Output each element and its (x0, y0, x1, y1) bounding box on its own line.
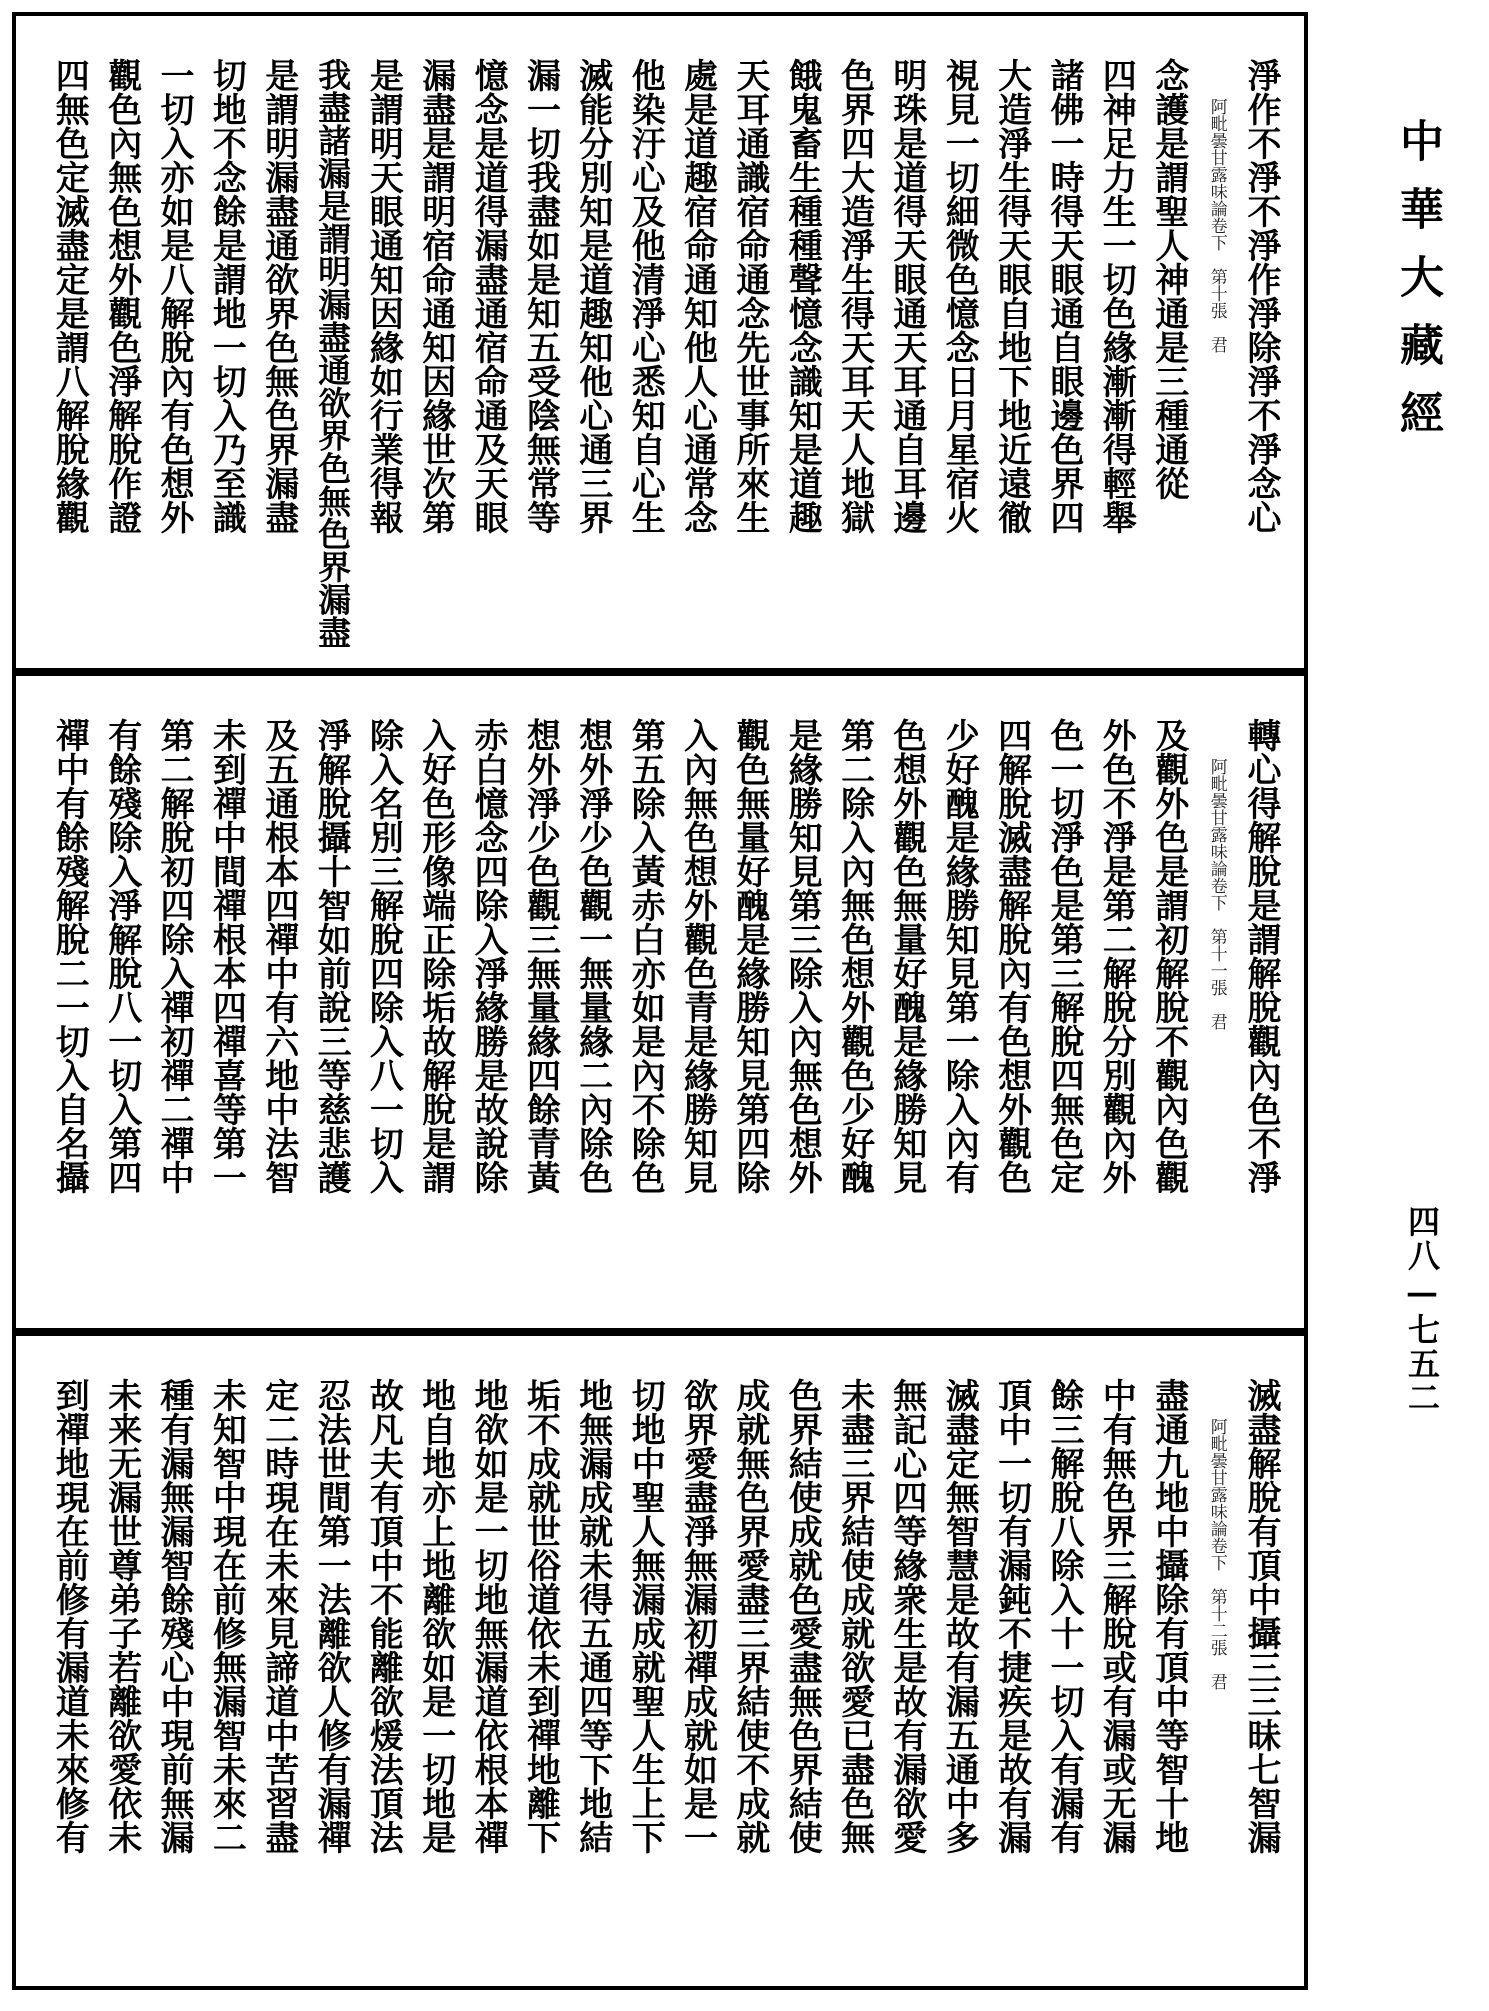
text-column: 切地中聖人無漏成就聖人生上下 (625, 1378, 666, 1854)
text-column: 種有漏無漏智餘殘心中現前無漏 (154, 1378, 194, 1854)
text-panel-2 (16, 676, 1304, 1328)
text-column: 頂中一切有漏鈍不捷疾是故有漏 (991, 1378, 1032, 1854)
text-column: 地欲如是一切地無漏道依根本禪 (468, 1378, 509, 1854)
text-column: 淨解脫攝十智如前說三等慈悲護 (311, 718, 352, 1194)
text-column: 外色不淨是第二解脫分別觀內外 (1096, 718, 1137, 1194)
text-column: 垢不成就世俗道依未到禪地離下 (520, 1378, 561, 1854)
text-column: 明珠是道得天眼通天耳通自耳邊 (886, 58, 927, 534)
text-column: 赤白憶念四除入淨緣勝是故說除 (468, 718, 509, 1194)
collection-title: 中華大藏經 (1392, 118, 1443, 458)
text-column: 是緣勝知見第三除入內無色想外 (782, 718, 823, 1194)
text-column: 漏盡是謂明宿命通知因緣世次第 (415, 58, 456, 534)
text-column: 地無漏成就未得五通四等下地結 (572, 1378, 613, 1854)
text-column: 入好色形像端正除垢故解脫是謂 (415, 718, 456, 1194)
margin-note: 阿毗曇甘露味論卷下 第十張 君 (1206, 98, 1227, 353)
text-column: 忍法世間第一法離欲人修有漏禪 (311, 1378, 352, 1854)
text-column: 觀色內無色想外觀色淨解脫作證 (101, 58, 142, 534)
text-column: 中有無色界三解脫或有漏或无漏 (1096, 1378, 1137, 1854)
text-column: 滅能分別知是道趣知他心通三界 (572, 58, 613, 534)
text-column: 第二除入內無色想外觀色少好醜 (834, 718, 875, 1194)
text-column: 欲界愛盡淨無漏初禪成就如是一 (677, 1378, 718, 1854)
text-panel-1 (16, 16, 1304, 668)
text-column: 漏一切我盡如是知五受陰無常等 (520, 58, 561, 534)
text-column: 及觀外色是謂初解脫不觀內色觀 (1148, 718, 1189, 1194)
text-column: 四無色定滅盡定是謂八解脫緣觀 (49, 58, 90, 534)
text-column: 我盡諸漏是謂明漏盡通欲界色無色界漏盡 (313, 58, 353, 649)
page-number: 四八—七五二 (1403, 1205, 1441, 1415)
text-column: 是謂明漏盡通欲界色無色界漏盡 (258, 58, 299, 534)
text-column: 入內無色想外觀色青是緣勝知見 (677, 718, 718, 1194)
text-column: 他染汙心及他清淨心悉知自心生 (625, 58, 666, 534)
text-column: 是謂明天眼通知因緣如行業得報 (363, 58, 404, 534)
text-column: 大造淨生得天眼自地下地近遠徹 (991, 58, 1032, 534)
text-column: 處是道趣宿命通知他人心通常念 (677, 58, 718, 534)
text-column: 除入名別三解脫四除入八一切入 (363, 718, 404, 1194)
text-column: 無記心四等緣衆生是故有漏欲愛 (886, 1378, 927, 1854)
text-column: 色想外觀色無量好醜是緣勝知見 (886, 718, 927, 1194)
text-column: 未盡三界結使成就欲愛已盡色無 (834, 1378, 875, 1854)
margin-note: 阿毗曇甘露味論卷下 第十一張 君 (1206, 758, 1227, 1030)
text-column: 視見一切細微色憶念日月星宿火 (939, 58, 980, 534)
text-column: 未来无漏世尊弟子若離欲愛依未 (101, 1378, 142, 1854)
margin-note: 阿毗曇甘露味論卷下 第十二張 君 (1206, 1418, 1227, 1690)
text-column: 滅盡解脫有頂中攝三三昧七智漏 (1241, 1378, 1281, 1854)
text-column: 定二時現在未來見諦道中苦習盡 (258, 1378, 299, 1854)
text-column: 色界結使成就色愛盡無色界結使 (782, 1378, 823, 1854)
text-column: 觀色無量好醜是緣勝知見第四除 (729, 718, 770, 1194)
text-column: 地自地亦上地離欲如是一切地是 (415, 1378, 456, 1854)
text-column: 盡通九地中攝除有頂中等智十地 (1148, 1378, 1189, 1854)
text-column: 滅盡定無智慧是故有漏五通中多 (939, 1378, 980, 1854)
text-column: 諸佛一時得天眼通自眼邊色界四 (1044, 58, 1084, 534)
text-column: 及五通根本四禪中有六地中法智 (258, 718, 299, 1194)
text-column: 未到禪中間禪根本四禪喜等第一 (206, 718, 247, 1194)
text-column: 有餘殘除入淨解脫八一切入第四 (101, 718, 142, 1194)
panel-divider (12, 1328, 1308, 1336)
text-column: 第五除入黃赤白亦如是內不除色 (625, 718, 666, 1194)
text-column: 憶念是道得漏盡通宿命通及天眼 (468, 58, 509, 534)
text-column: 少好醜是緣勝知見第一除入內有 (939, 718, 980, 1194)
text-column: 故凡夫有頂中不能離欲煖法頂法 (363, 1378, 404, 1854)
text-column: 色一切淨色是第三解脫四無色定 (1044, 718, 1084, 1194)
text-column: 成就無色界愛盡三界結使不成就 (729, 1378, 770, 1854)
text-column: 到禪地現在前修有漏道未來修有 (49, 1378, 90, 1854)
panel-divider (12, 668, 1308, 676)
text-column: 想外淨少色觀一無量緣二內除色 (572, 718, 613, 1194)
text-column: 四神足力生一切色緣漸漸得輕舉 (1096, 58, 1137, 534)
text-column: 色界四大造淨生得天耳天人地獄 (834, 58, 875, 534)
text-column: 餘三解脫八除入十一切入有漏有 (1044, 1378, 1084, 1854)
text-column: 念護是謂聖人神通是三種通從 (1148, 58, 1189, 500)
text-column: 未知智中現在前修無漏智未來二 (206, 1378, 247, 1854)
text-column: 淨作不淨不淨作淨除淨不淨念心 (1241, 58, 1281, 534)
text-column: 禪中有餘殘解脫二一切入自名攝 (49, 718, 90, 1194)
text-column: 第二解脫初四除入禪初禪二禪中 (154, 718, 194, 1194)
text-column: 天耳通識宿命通念先世事所來生 (729, 58, 770, 534)
text-column: 四解脫滅盡解脫內有色想外觀色 (991, 718, 1032, 1194)
text-column: 切地不念餘是謂地一切入乃至識 (206, 58, 247, 534)
text-column: 一切入亦如是八解脫內有色想外 (154, 58, 194, 534)
text-column: 轉心得解脫是謂解脫觀內色不淨 (1241, 718, 1281, 1194)
text-column: 想外淨少色觀三無量緣四餘青黃 (520, 718, 561, 1194)
text-panel-3 (16, 1336, 1304, 1986)
text-column: 餓鬼畜生種種聲憶念識知是道趣 (782, 58, 823, 534)
